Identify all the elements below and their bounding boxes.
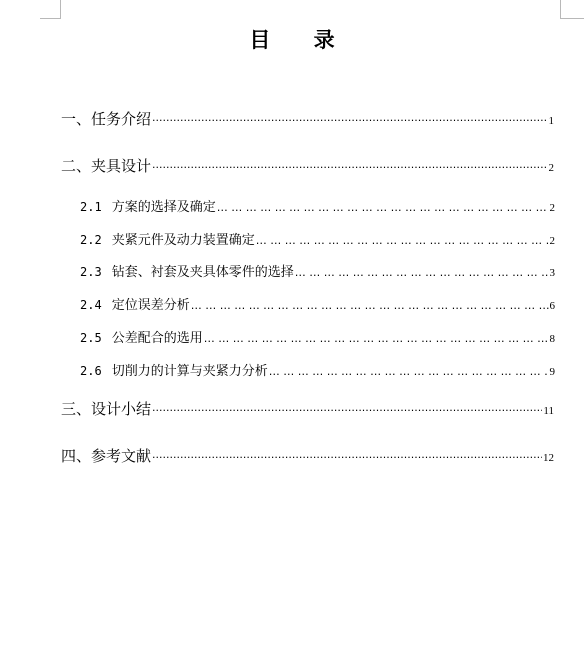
toc-leader-dots xyxy=(256,234,549,247)
toc-entry-label: 方案的选择及确定 xyxy=(111,200,216,215)
toc-entry-label: 四、参考文献 xyxy=(61,447,152,465)
toc-entry-page: 12 xyxy=(543,452,554,464)
toc-entry-label: 二、夹具设计 xyxy=(61,157,152,175)
toc-entry-page: 2 xyxy=(549,202,555,214)
toc-entry-number: 2.2 xyxy=(80,233,102,247)
toc-entry[interactable] xyxy=(61,155,554,176)
toc-entry[interactable] xyxy=(80,327,555,346)
toc-leader-dots xyxy=(269,365,549,378)
toc-entry-page: 2 xyxy=(548,162,554,174)
toc-entry-page: 6 xyxy=(549,300,555,312)
toc-leader-dots xyxy=(152,404,542,417)
toc-entry[interactable] xyxy=(61,398,554,419)
toc-entry-page: 9 xyxy=(549,366,555,378)
toc-entry[interactable] xyxy=(61,445,554,466)
toc-entry[interactable] xyxy=(80,196,555,215)
toc-leader-dots xyxy=(152,161,547,174)
toc-entry-number: 2.1 xyxy=(80,200,102,214)
toc-entry-label: 钻套、衬套及夹具体零件的选择 xyxy=(111,265,294,280)
toc-entry[interactable] xyxy=(80,294,555,313)
toc-entry[interactable] xyxy=(80,229,555,248)
toc-leader-dots xyxy=(295,266,549,279)
toc-entry-number: 2.3 xyxy=(80,265,102,279)
toc-entry[interactable] xyxy=(61,108,554,129)
toc-leader-dots xyxy=(204,332,549,345)
toc-entry-label: 三、设计小结 xyxy=(61,400,152,418)
toc-entry-label: 公差配合的选用 xyxy=(111,331,203,346)
toc-title: 目 录 xyxy=(249,27,353,52)
toc-entry-page: 8 xyxy=(549,333,555,345)
toc-entry[interactable] xyxy=(80,360,555,379)
toc-entry-label: 夹紧元件及动力装置确定 xyxy=(111,233,255,248)
toc-entry-label: 定位误差分析 xyxy=(111,298,190,313)
toc-entry-page: 2 xyxy=(549,235,555,247)
toc-leader-dots xyxy=(191,299,549,312)
toc-leader-dots xyxy=(152,114,547,127)
toc-entry-page: 3 xyxy=(549,267,555,279)
toc-entry-number: 2.4 xyxy=(80,298,102,312)
toc-entry[interactable] xyxy=(80,261,555,280)
toc-entry-number: 2.6 xyxy=(80,364,102,378)
toc-entry-page: 1 xyxy=(548,115,554,127)
toc-leader-dots xyxy=(217,201,549,214)
toc-entry-label: 一、任务介绍 xyxy=(61,110,152,128)
toc-entry-label: 切削力的计算与夹紧力分析 xyxy=(111,364,268,379)
toc-entry-page: 11 xyxy=(543,405,554,417)
toc-leader-dots xyxy=(152,451,542,464)
toc-entry-number: 2.5 xyxy=(80,331,102,345)
